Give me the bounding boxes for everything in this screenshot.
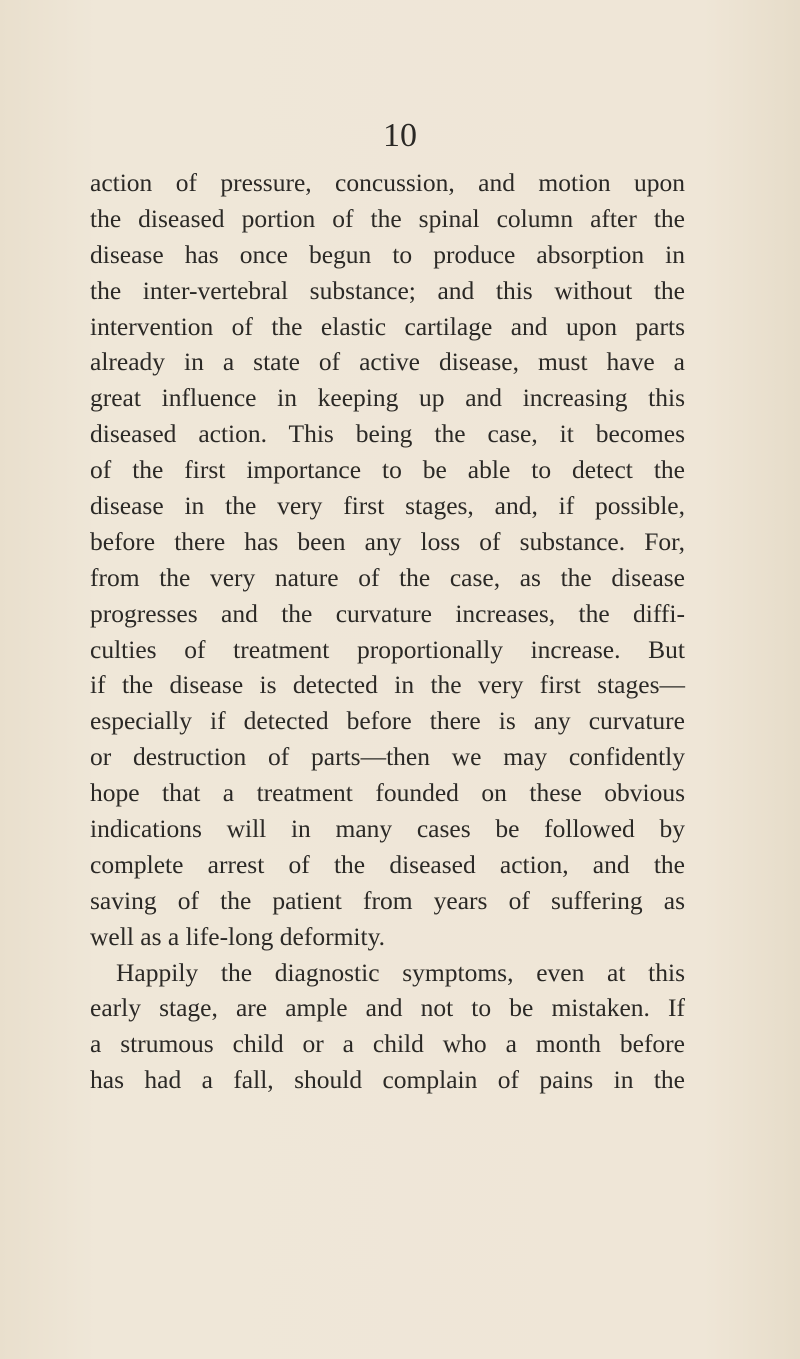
text-line: diseased action. This being the case, it becomes [90, 419, 685, 449]
text-line: from the very nature of the case, as the disease [90, 562, 685, 592]
text-line: disease in the very first stages, and, if possible, [90, 491, 685, 521]
text-line: or destruction of parts—then we may confidently [90, 742, 685, 772]
text-line: action of pressure, concussion, and motion upon [90, 168, 685, 197]
text-line: already in a state of active disease, must have a [90, 347, 685, 377]
text-line: indications will in many cases be followed by [90, 814, 685, 844]
text-line: especially if detected before there is any curvature [90, 706, 685, 736]
page-number: 10 [383, 117, 417, 154]
text-line: early stage, are ample and not to be mistaken. If [90, 993, 685, 1023]
text-line: well as a life-long deformity. [90, 921, 386, 951]
text-line: of the first importance to be able to detect the [90, 455, 685, 485]
text-line: the inter-vertebral substance; and this without the [90, 275, 685, 305]
text-line: saving of the patient from years of suffering as [90, 885, 685, 915]
body-text [90, 165, 685, 1098]
text-line: has had a fall, should complain of pains in the [90, 1065, 685, 1095]
paragraph-1 [90, 165, 685, 955]
text-line: if the disease is detected in the very first stages— [90, 670, 685, 700]
text-line: before there has been any loss of substance. For, [90, 526, 685, 556]
text-line: complete arrest of the diseased action, and the [90, 849, 685, 879]
text-line: culties of treatment proportionally increase. But [90, 634, 685, 664]
paragraph-2 [90, 955, 685, 1099]
text-line: a strumous child or a child who a month before [90, 1029, 685, 1059]
text-line: progresses and the curvature increases, the diffi- [90, 598, 685, 628]
text-line: intervention of the elastic cartilage and upon parts [90, 311, 685, 341]
text-line: disease has once begun to produce absorption in [90, 239, 685, 269]
text-line: great influence in keeping up and increasing this [90, 383, 685, 413]
text-line: hope that a treatment founded on these obvious [90, 778, 685, 808]
text-line: the diseased portion of the spinal column after the [90, 203, 685, 233]
text-line: Happily the diagnostic symptoms, even at this [116, 957, 685, 987]
